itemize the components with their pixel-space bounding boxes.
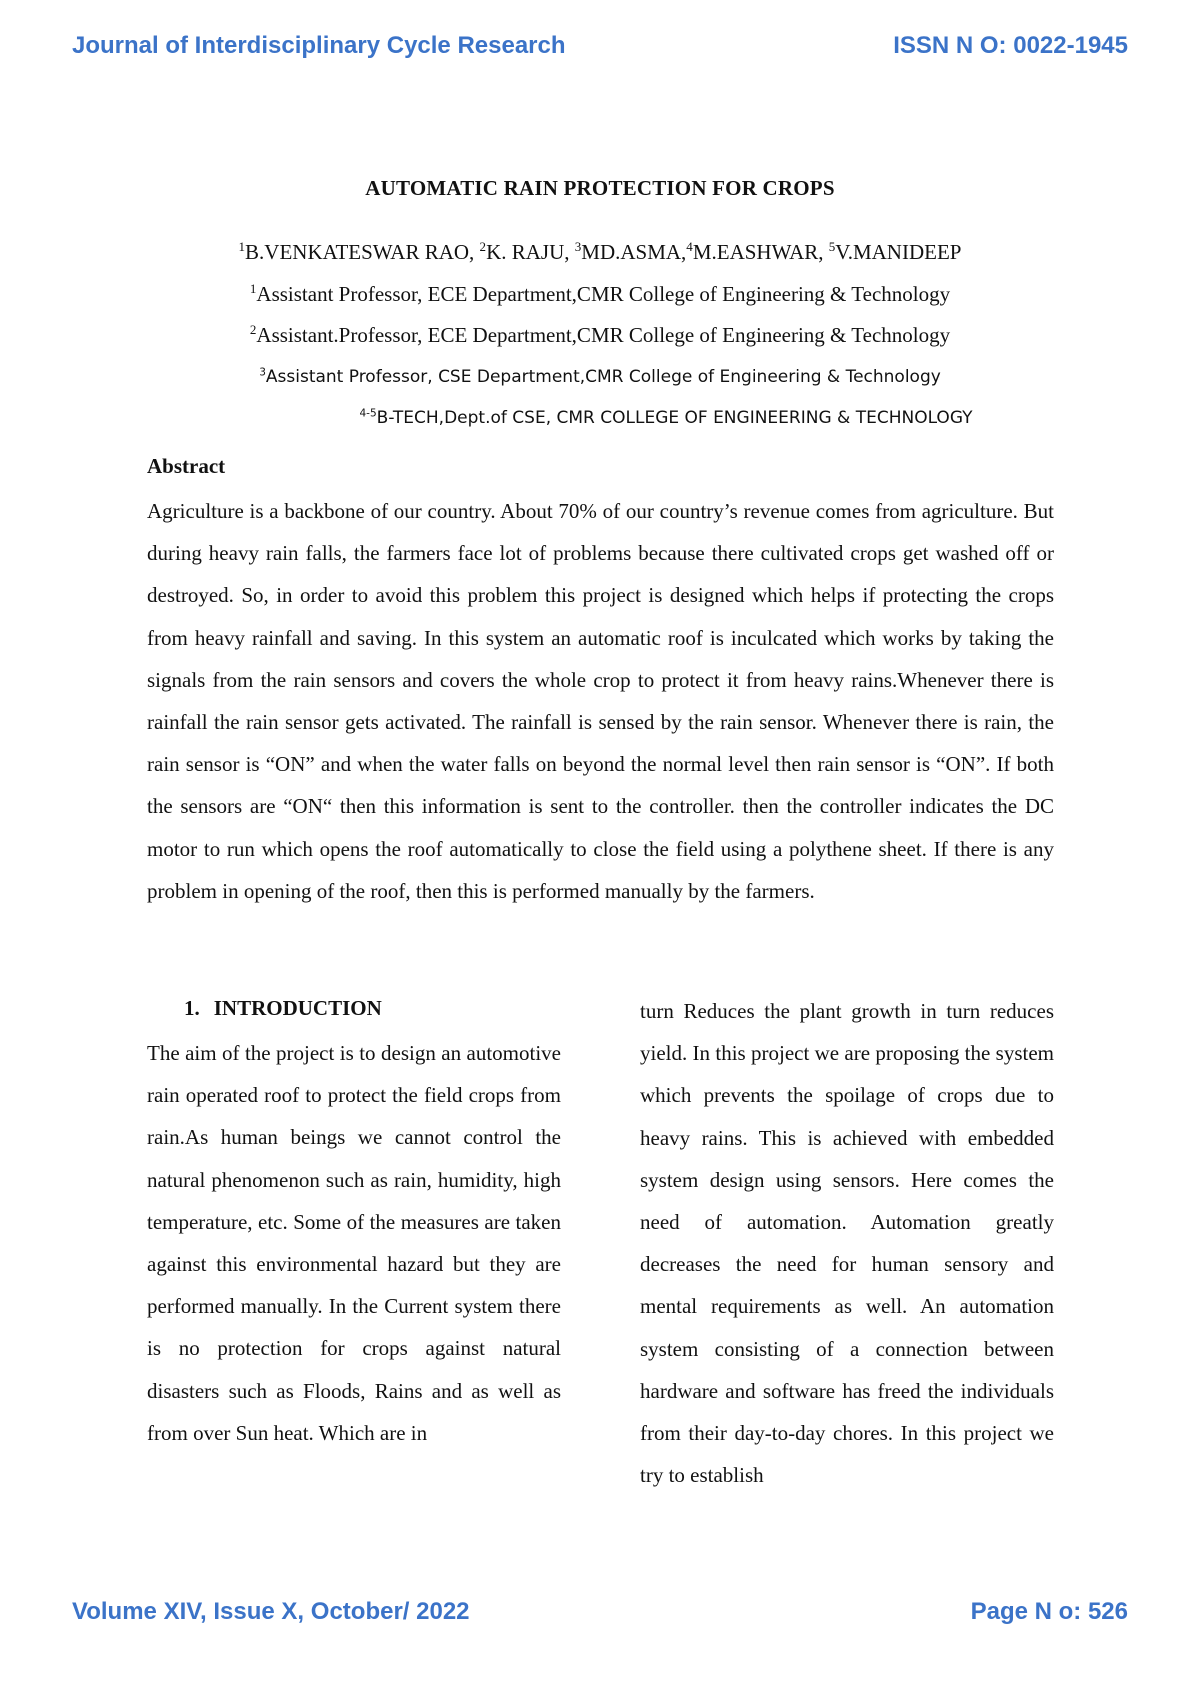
author-entry: $^1$B.VENKATESWAR RAO, <box>238 239 480 264</box>
abstract-body: Agriculture is a backbone of our country. About 70% of our country’s revenue comes from agriculture. But during heavy rain falls, the farmers face lot of problems because there cultivated crops get washed off or destroyed. So, in order to avoid this problem this project is designed which helps if protecting the crops from heavy rainfall and saving. In this system an automatic roof is inculcated which works by taking the signals from the rain sensors and covers the whole crop to protect it from heavy rains.Whenever there is rainfall the rain sensor gets activated. The rainfall is sensed by the rain sensor. Whenever there is rain, the rain sensor is “ON” and when the water falls on beyond the normal level then rain sensor is “ON”. If both the sensors are “ON“ then this information is sent to the controller. then the controller indicates the DC motor to run which opens the roof automatically to close the field using a polythene sheet. If there is any problem in opening of the roof, then this is performed manually by the farmers. <box>147 499 1054 903</box>
author-entry: $^4$M.EASHWAR, <box>686 239 829 264</box>
section-heading-introduction <box>184 996 382 1021</box>
author-entry: $^5$V.MANIDEEP <box>828 239 962 264</box>
affiliation-line: $^3$Assistant Professor, CSE Department,CMR College of Engineering & Technology <box>259 366 941 387</box>
affiliation-line: $^1$Assistant Professor, ECE Department,CMR College of Engineering & Technology <box>249 281 951 306</box>
section-number: 1. <box>184 996 200 1020</box>
affiliation-line: $^{4-5}$B-TECH,Dept.of CSE, CMR COLLEGE OF ENGINEERING & TECHNOLOGY <box>359 407 973 428</box>
abstract-heading: Abstract <box>147 454 226 478</box>
volume-issue: Volume XIV, Issue X, October/ 2022 <box>72 1598 470 1625</box>
introduction-left-column: The aim of the project is to design an automotive rain operated roof to protect the field crops from rain.As human beings we cannot control the natural phenomenon such as rain, humidity, high temperature, etc. Some of the measures are taken against this environmental hazard but they are performed manually. In the Current system there is no protection for crops against natural disasters such as Floods, Rains and as well as from over Sun heat. Which are in <box>147 1041 561 1445</box>
page-number: Page N o: 526 <box>970 1598 1128 1625</box>
paper-title: AUTOMATIC RAIN PROTECTION FOR CROPS <box>365 176 835 200</box>
journal-title: Journal of Interdisciplinary Cycle Research <box>72 32 566 59</box>
introduction-right-column: turn Reduces the plant growth in turn reduces yield. In this project we are proposing the system which prevents the spoilage of crops due to heavy rains. This is achieved with embedded system design using sensors. Here comes the need of automation. Automation greatly decreases the need for human sensory and mental requirements as well. An automation system consisting of a connection between hardware and software has freed the individuals from their day-to-day chores. In this project we try to establish <box>640 999 1054 1488</box>
issn-number: ISSN N O: 0022-1945 <box>893 32 1128 59</box>
affiliation-line: $^2$Assistant.Professor, ECE Department,CMR College of Engineering & Technology <box>249 322 951 347</box>
author-list <box>0 240 1200 265</box>
author-entry: $^3$MD.ASMA, <box>574 239 687 264</box>
author-entry: $^2$K. RAJU, <box>479 239 575 264</box>
section-title: INTRODUCTION <box>213 996 382 1020</box>
